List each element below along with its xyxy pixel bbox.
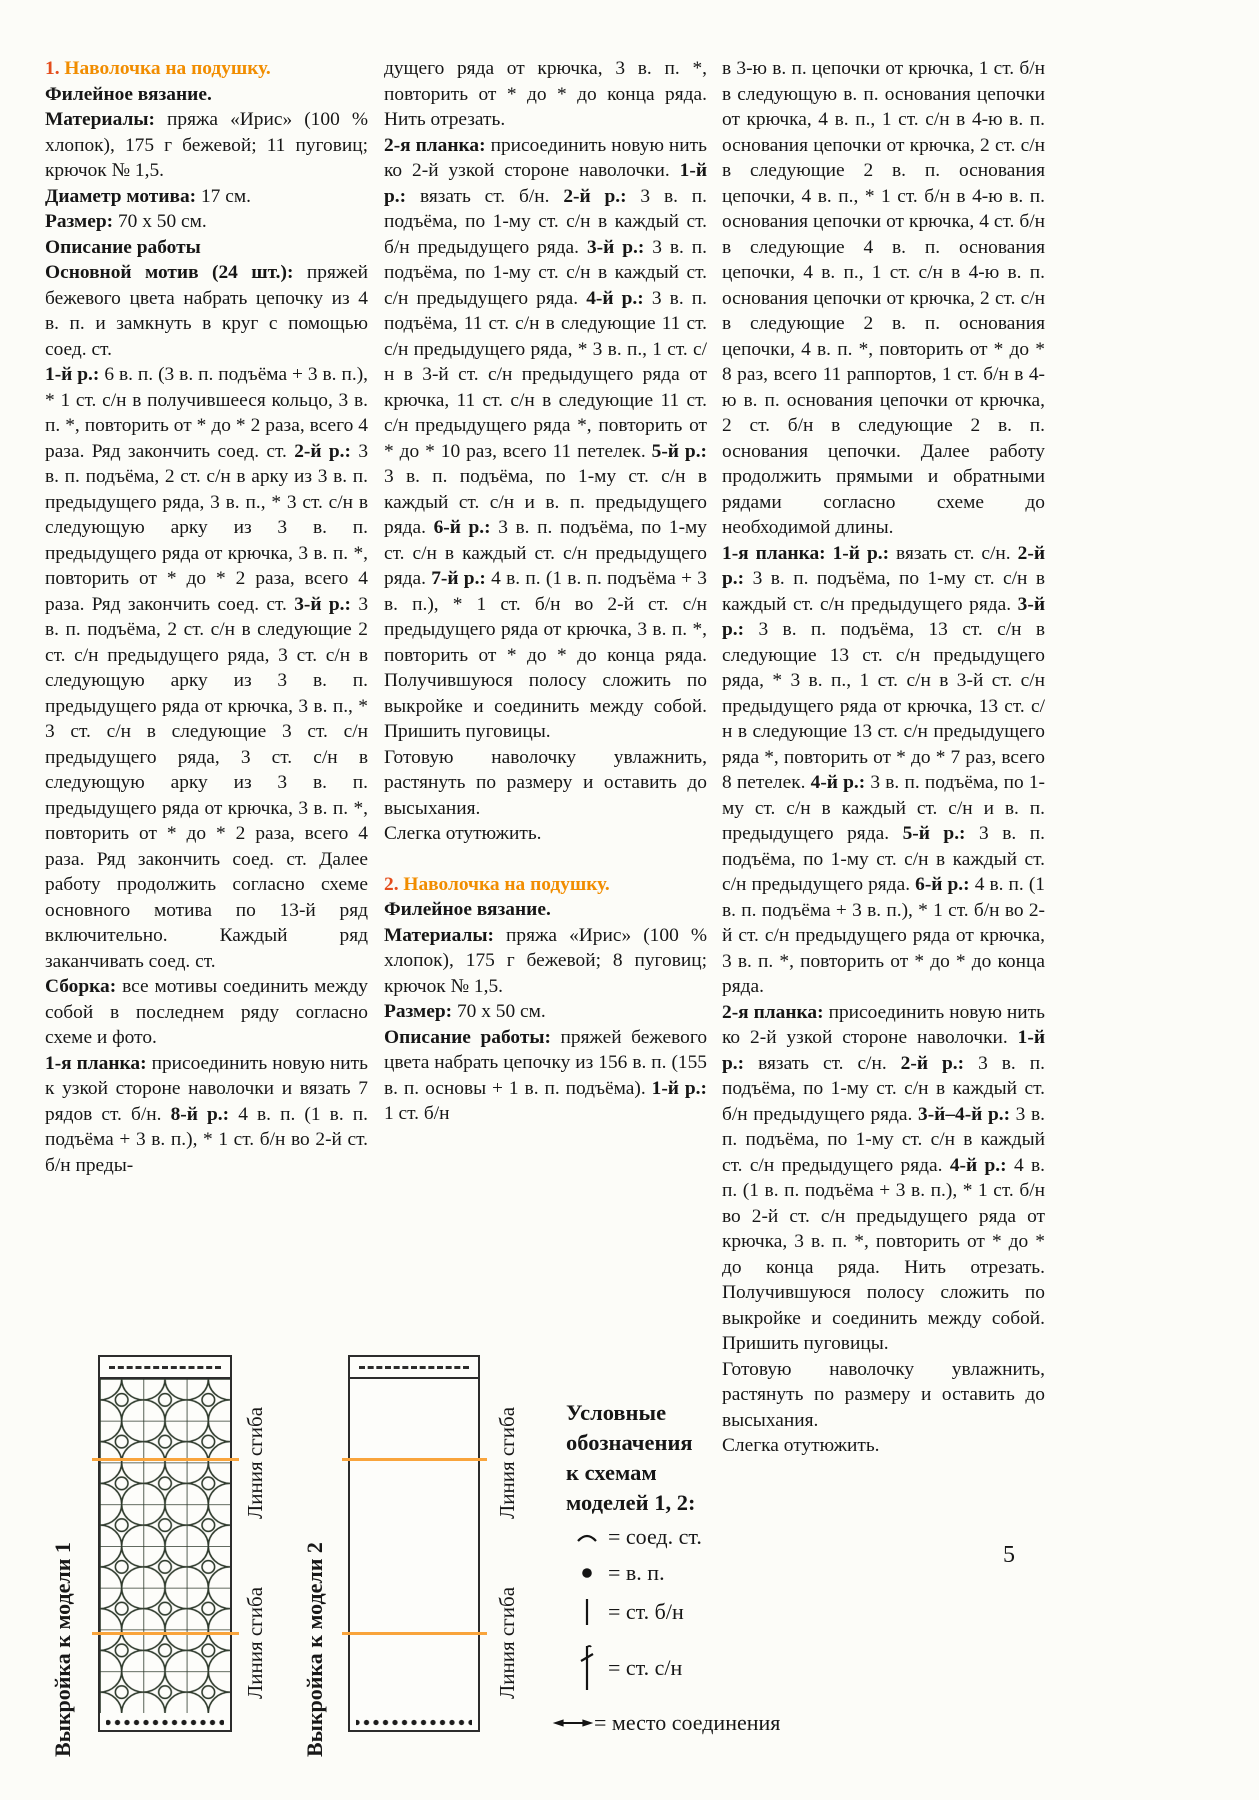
legend-item — [566, 1560, 781, 1586]
section-heading: 1. Наволочка на подушку. — [45, 58, 271, 79]
dashed-line — [359, 1366, 469, 1369]
pattern-diagram-2 — [348, 1355, 480, 1732]
text-column-3 — [722, 56, 1045, 1459]
paragraph: Слегка отутюжить. — [384, 823, 542, 844]
legend-title-line: к схемам — [566, 1460, 657, 1485]
section-heading: 2. Наволочка на подушку. — [384, 873, 610, 895]
legend-title-line: обозначения — [566, 1430, 693, 1455]
paragraph: Размер: 70 х 50 см. — [45, 211, 207, 232]
dashed-line — [109, 1366, 221, 1369]
fold-line-2b — [342, 1632, 487, 1635]
paragraph: дущего ряда от крючка, 3 в. п. *, повторить от * до * до конца ряда. Нить отрезать. — [384, 58, 707, 130]
legend-item-label: = соед. ст. — [608, 1524, 702, 1549]
slip-stitch-icon — [566, 1530, 608, 1544]
legend-item-label: = ст. б/н — [608, 1599, 684, 1624]
single-crochet-icon — [566, 1598, 608, 1626]
paragraph: Описание работы: пряжей бежевого цвета набрать цепочку из 156 в. п. (155 в. п. основы + 1 в. п. подъёма). 1-й р.: 1 ст. б/н — [384, 1026, 708, 1124]
paragraph: Филейное вязание. — [45, 83, 212, 105]
legend-item-label: = место соединения — [594, 1710, 781, 1735]
fold-label-2a: Линия сгиба — [495, 1406, 519, 1519]
paragraph: Готовую наволочку увлажнить, растянуть по размеру и оставить до высыхания. — [384, 746, 707, 819]
join-icon — [552, 1716, 594, 1730]
paragraph: 1-я планка: присоединить новую нить к узкой стороне наволочки и вязать 7 рядов ст. б/н. 8-й р.: 4 в. п. (1 в. п. подъёма + 3 в. п.), * 1 ст. б/н во 2-й ст. б/н преды- — [45, 1052, 369, 1176]
paragraph: Описание работы — [45, 236, 201, 258]
paragraph: 1-й р.: 6 в. п. (3 в. п. подъёма + 3 в. п.), * 1 ст. с/н в получившееся кольцо, 3 в. п. *, повторить от * до * 2 раза, всего 4 раза. Ряд закончить соед. ст. 2-й р.: 3 в. п. подъёма, 2 ст. с/н в арку из 3 в. п. предыдущего ряда, 3 в. п., * 3 ст. с/н в следующую арку из 3 в. п. предыдущего ряда от крючка, 3 в. п. *, повторить от * до * 2 раза, всего 4 раза. Ряд закончить соед. ст. 3-й р.: 3 в. п. подъёма, 2 ст. с/н в следующие 2 ст. с/н предыдущего ряда, 3 ст. с/н в следующую арку из 3 в. п. предыдущего ряда от крючка, 3 в. п., * 3 ст. с/н в следующие 3 ст. с/н предыдущего ряда, 3 ст. с/н в следующую арку из 3 в. п. предыдущего ряда от крючка, 3 в. п. *, повторить от * до * 2 раза, всего 4 раза. Ряд закончить соед. ст. Далее работу продолжить согласно схеме основного мотива по 13-й ряд включительно. Каждый ряд заканчивать соед. ст. — [45, 364, 369, 972]
legend-item — [566, 1524, 781, 1550]
paragraph: 2-я планка: присоединить новую нить ко 2-й узкой стороне наволочки. 1-й р.: вязать ст. б/н. 2-й р.: 3 в. п. подъёма, по 1-му ст. с/н в каждый ст. б/н предыдущего ряда. 3-й р.: 3 в. п. подъёма, по 1-му ст. с/н в каждый ст. с/н предыдущего ряда. 4-й р.: 3 в. п. подъёма, 11 ст. с/н в следующие 11 ст. с/н предыдущего ряда, * 3 в. п., 1 ст. с/н в 3-й ст. с/н предыдущего ряда от крючка, 11 ст. с/н в следующие 11 ст. с/н предыдущего ряда *, повторить от * до * 10 раз, всего 11 петелек. 5-й р.: 3 в. п. подъёма, по 1-му ст. с/н в каждый ст. с/н и в. п. предыдущего ряда. 6-й р.: 3 в. п. подъёма, по 1-му ст. с/н в каждый ст. с/н предыдущего ряда. 7-й р.: 4 в. п. (1 в. п. подъёма + 3 в. п.), * 1 ст. б/н во 2-й ст. с/н предыдущего ряда от крючка, 3 в. п. *, повторить от * до * до конца ряда. Получившуюся полосу сложить по выкройке и соединить между собой. Пришить пуговицы. — [384, 134, 708, 742]
legend-item — [566, 1598, 781, 1626]
paragraph: Филейное вязание. — [384, 899, 551, 920]
page-number: 5 — [1003, 1542, 1015, 1568]
legend-item-label: = в. п. — [608, 1560, 665, 1585]
buttonhole-band-top — [100, 1357, 230, 1379]
fold-line-1a — [92, 1458, 239, 1461]
double-crochet-icon — [566, 1644, 608, 1692]
diagram-2-title: Выкройка к модели 2 — [302, 1542, 327, 1757]
legend-item — [566, 1644, 781, 1692]
paragraph: Материалы: пряжа «Ирис» (100 % хлопок), 175 г бежевой; 11 пуговиц; крючок № 1,5. — [45, 109, 368, 181]
paragraph: Готовую наволочку увлажнить, растянуть по размеру и оставить до высыхания. — [722, 1358, 1045, 1431]
legend-title-line: моделей 1, 2: — [566, 1490, 696, 1515]
paragraph: в 3-ю в. п. цепочки от крючка, 1 ст. б/н в следующую в. п. основания цепочки от крючка, 4 в. п., 1 ст. с/н в 4-ю в. п. основания цепочки от крючка, 2 ст. с/н в следующие 2 в. п. основания цепочки, 4 в. п., * 1 ст. б/н в 4-ю в. п. основания цепочки от крючка, 4 ст. б/н в следующие 4 в. п. основания цепочки, 4 в. п., 1 ст. с/н в 4-ю в. п. основания цепочки от крючка, 2 ст. с/н в следующие 2 в. п. основания цепочки, 4 в. п. *, повторить от * до * 8 раз, всего 11 раппортов, 1 ст. б/н в 4-ю в. п. основания цепочки от крючка, 2 ст. б/н в следующие 2 в. п. основания цепочки. Далее работу продолжить прямыми и обратными рядами согласно схеме до необходимой длины. — [722, 58, 1045, 538]
paragraph: Сборка: все мотивы соединить между собой в последнем ряду согласно схеме и фото. — [45, 976, 368, 1048]
legend-item — [566, 1710, 781, 1736]
buttonhole-band-top — [350, 1357, 478, 1379]
fold-label-1b: Линия сгиба — [243, 1586, 267, 1699]
pattern-diagram-1 — [98, 1355, 232, 1732]
text-column-2 — [384, 56, 707, 1127]
button-dots-row — [356, 1718, 472, 1727]
fold-label-2b: Линия сгиба — [495, 1586, 519, 1699]
text-column-1 — [45, 56, 368, 1178]
legend-title-line: Условные — [566, 1400, 667, 1425]
fold-line-2a — [342, 1458, 487, 1461]
diagram-1-title: Выкройка к модели 1 — [50, 1542, 75, 1757]
paragraph: Слегка отутюжить. — [722, 1435, 880, 1456]
chain-icon — [566, 1566, 608, 1580]
paragraph: 1-я планка: 1-й р.: вязать ст. с/н. 2-й р.: 3 в. п. подъёма, по 1-му ст. с/н в каждый ст. с/н предыдущего ряда. 3-й р.: 3 в. п. подъёма, 13 ст. с/н в следующие 13 ст. с/н предыдущего ряда, * 3 в. п., 1 ст. с/н в 3-й ст. с/н предыдущего ряда от крючка, 13 ст. с/н в следующие 13 ст. с/н предыдущего ряда *, повторить от * до * 7 раз, всего 8 петелек. 4-й р.: 3 в. п. подъёма, по 1-му ст. с/н в каждый ст. с/н и в. п. предыдущего ряда. 5-й р.: 3 в. п. подъёма, по 1-му ст. с/н в каждый ст. с/н предыдущего ряда. 6-й р.: 4 в. п. (1 в. п. подъёма + 3 в. п.), * 1 ст. б/н во 2-й ст. с/н предыдущего ряда от крючка, 3 в. п. *, повторить от * до * до конца ряда. — [722, 542, 1046, 997]
legend-items — [566, 1524, 781, 1736]
fold-line-1b — [92, 1632, 239, 1635]
paragraph: Материалы: пряжа «Ирис» (100 % хлопок), 175 г бежевой; 8 пуговиц; крючок № 1,5. — [384, 924, 707, 997]
paragraph: 2-я планка: присоединить новую нить ко 2-й узкой стороне наволочки. 1-й р.: вязать ст. с/н. 2-й р.: 3 в. п. подъёма, по 1-му ст. с/н в каждый ст. б/н предыдущего ряда. 3-й–4-й р.: 3 в. п. подъёма, по 1-му ст. с/н в каждый ст. с/н предыдущего ряда. 4-й р.: 4 в. п. (1 в. п. подъёма + 3 в. п.), * 1 ст. б/н во 2-й ст. с/н предыдущего ряда от крючка, 3 в. п. *, повторить от * до * до конца ряда. Нить отрезать. Получившуюся полосу сложить по выкройке и соединить между собой. Пришить пуговицы. — [722, 1001, 1046, 1354]
symbols-legend — [566, 1398, 781, 1736]
paragraph: Размер: 70 х 50 см. — [384, 1001, 546, 1022]
crochet-motif-pattern — [100, 1379, 230, 1713]
button-dots-row — [106, 1718, 224, 1727]
fold-label-1a: Линия сгиба — [243, 1406, 267, 1519]
legend-title — [566, 1398, 781, 1518]
paragraph: Диаметр мотива: 17 см. — [45, 185, 251, 207]
legend-item-label: = ст. с/н — [608, 1655, 683, 1680]
paragraph: Основной мотив (24 шт.): пряжей бежевого цвета набрать цепочку из 4 в. п. и замкнуть в круг с помощью соед. ст. — [45, 262, 368, 360]
